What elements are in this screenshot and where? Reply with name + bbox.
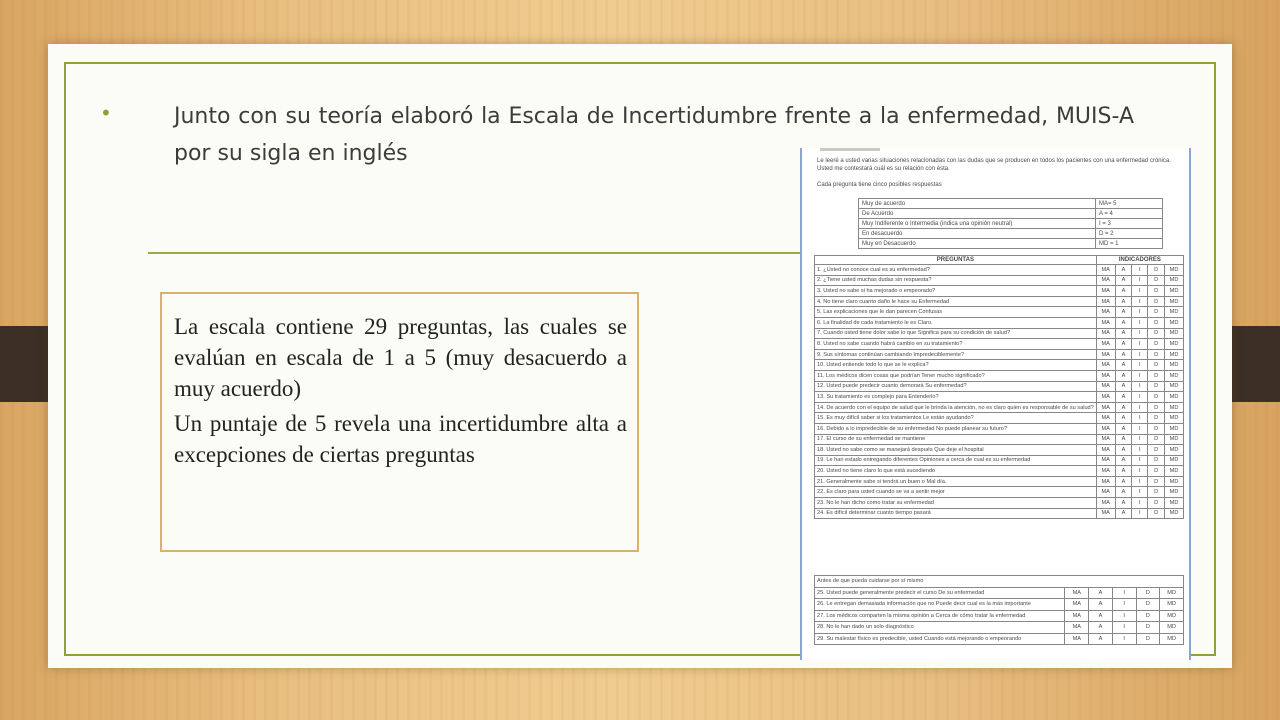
question-text: 2. ¿Tiene usted muchas dudas sin respuesta? xyxy=(815,275,1097,286)
indicator-cell: A xyxy=(1115,466,1132,477)
indicator-cell: A xyxy=(1089,587,1113,599)
heading-divider xyxy=(148,252,803,254)
indicator-cell: A xyxy=(1115,455,1132,466)
response-legend-table xyxy=(858,198,1163,249)
indicator-cell: D xyxy=(1148,392,1165,403)
indicator-cell: D xyxy=(1148,434,1165,445)
indicator-cell: I xyxy=(1132,275,1148,286)
indicator-cell: A xyxy=(1115,434,1132,445)
indicator-cell: A xyxy=(1115,423,1132,434)
indicator-cell: MA xyxy=(1096,476,1115,487)
indicator-cell: A xyxy=(1115,307,1132,318)
indicator-cell: A xyxy=(1115,296,1132,307)
muis-scale-form-image xyxy=(800,148,1191,660)
indicator-cell: I xyxy=(1132,392,1148,403)
indicator-cell: MA xyxy=(1065,610,1089,622)
indicator-cell: MD xyxy=(1165,286,1184,297)
indicator-cell: D xyxy=(1148,370,1165,381)
indicator-cell: A xyxy=(1115,265,1132,276)
indicator-cell: MD xyxy=(1165,445,1184,456)
legend-row xyxy=(859,239,1163,249)
indicator-cell: MA xyxy=(1065,633,1089,645)
indicator-cell: D xyxy=(1148,286,1165,297)
indicator-cell: MA xyxy=(1096,455,1115,466)
indicator-cell: I xyxy=(1132,402,1148,413)
indicator-cell: MA xyxy=(1065,599,1089,611)
question-text: 29. Su malestar físico es predecible, usted Cuando está mejorando o empeorando xyxy=(815,633,1065,645)
indicator-cell: A xyxy=(1115,381,1132,392)
indicator-cell: A xyxy=(1115,360,1132,371)
indicator-cell: MD xyxy=(1165,413,1184,424)
indicator-cell: A xyxy=(1115,413,1132,424)
form-top-mark xyxy=(820,148,880,151)
indicator-cell: A xyxy=(1115,392,1132,403)
indicator-cell: MA xyxy=(1096,296,1115,307)
indicator-cell: MA xyxy=(1096,423,1115,434)
question-text: 16. Debido a lo impredecible de su enfermedad No puede planear su futuro? xyxy=(815,423,1097,434)
question-text: 12. Usted puede predecir cuanto demorará Su enfermedad? xyxy=(815,381,1097,392)
indicator-cell: I xyxy=(1132,466,1148,477)
indicator-cell: D xyxy=(1148,275,1165,286)
indicator-cell: D xyxy=(1148,476,1165,487)
indicator-cell: I xyxy=(1132,296,1148,307)
indicator-cell: MA xyxy=(1096,317,1115,328)
table-row xyxy=(815,296,1184,307)
indicator-cell: A xyxy=(1115,275,1132,286)
table-row xyxy=(815,413,1184,424)
indicator-cell: I xyxy=(1132,339,1148,350)
table-row xyxy=(815,487,1184,498)
description-textbox xyxy=(160,292,639,552)
indicator-cell: MA xyxy=(1096,434,1115,445)
question-text: 27. Los médicos comparten la misma opinión a Cerca de cómo tratar la enfermedad xyxy=(815,610,1065,622)
table-row xyxy=(815,392,1184,403)
indicator-cell: MD xyxy=(1165,339,1184,350)
indicator-cell: A xyxy=(1115,402,1132,413)
indicator-cell: I xyxy=(1132,317,1148,328)
question-text: 20. Usted no tiene claro lo que está sucediendo xyxy=(815,466,1097,477)
indicator-cell: MD xyxy=(1165,317,1184,328)
legend-row xyxy=(859,199,1163,209)
legend-row xyxy=(859,219,1163,229)
indicator-cell: A xyxy=(1089,622,1113,634)
table-row xyxy=(815,498,1184,509)
indicator-cell: I xyxy=(1112,599,1136,611)
indicators-header: INDICADORES xyxy=(1096,256,1183,265)
section-2-title: Antes de que pueda cuidarse por sí mismo xyxy=(815,576,1184,588)
indicator-cell: MD xyxy=(1160,622,1184,634)
indicator-cell: MD xyxy=(1165,360,1184,371)
table-row xyxy=(815,445,1184,456)
indicator-cell: I xyxy=(1132,360,1148,371)
question-text: 3. Usted no sabe si ha mejorado o empeorado? xyxy=(815,286,1097,297)
question-text: 1. ¿Usted no conoce cual es su enfermedad? xyxy=(815,265,1097,276)
legend-value: MD = 1 xyxy=(1096,239,1163,249)
indicator-cell: D xyxy=(1148,487,1165,498)
question-text: 14. De acuerdo con el equipo de salud que le brinda la atención, no es claro quien es responsable de su salud? xyxy=(815,402,1097,413)
indicator-cell: I xyxy=(1112,610,1136,622)
indicator-cell: D xyxy=(1148,349,1165,360)
legend-value: D = 2 xyxy=(1096,229,1163,239)
indicator-cell: MD xyxy=(1165,307,1184,318)
table-row xyxy=(815,317,1184,328)
indicator-cell: MA xyxy=(1096,445,1115,456)
indicator-cell: I xyxy=(1132,286,1148,297)
indicator-cell: A xyxy=(1115,339,1132,350)
indicator-cell: A xyxy=(1089,633,1113,645)
indicator-cell: D xyxy=(1148,328,1165,339)
indicator-cell: I xyxy=(1132,508,1148,519)
table-row xyxy=(815,466,1184,477)
indicator-cell: I xyxy=(1132,413,1148,424)
indicator-cell: D xyxy=(1148,423,1165,434)
indicator-cell: MD xyxy=(1165,466,1184,477)
indicator-cell: I xyxy=(1132,487,1148,498)
question-text: 11. Los médicos dicen cosas que podrían Tener mucho significado? xyxy=(815,370,1097,381)
table-row xyxy=(815,381,1184,392)
indicator-cell: I xyxy=(1132,307,1148,318)
table-row xyxy=(815,349,1184,360)
indicator-cell: D xyxy=(1148,498,1165,509)
indicator-cell: MA xyxy=(1065,622,1089,634)
question-text: 22. Es claro para usted cuando se va a sentir mejor xyxy=(815,487,1097,498)
questions-table-2 xyxy=(814,575,1184,645)
table-row xyxy=(815,275,1184,286)
description-paragraph-1: La escala contiene 29 preguntas, las cuales se evalúan en escala de 1 a 5 (muy desacuerdo a muy acuerdo) xyxy=(174,314,627,401)
table-row xyxy=(815,286,1184,297)
table-row xyxy=(815,622,1184,634)
questions-table xyxy=(814,255,1184,519)
indicator-cell: A xyxy=(1115,370,1132,381)
indicator-cell: MA xyxy=(1096,392,1115,403)
indicator-cell: D xyxy=(1148,445,1165,456)
indicator-cell: MA xyxy=(1096,349,1115,360)
table-row xyxy=(815,455,1184,466)
indicator-cell: I xyxy=(1112,622,1136,634)
indicator-cell: MA xyxy=(1096,402,1115,413)
indicator-cell: I xyxy=(1112,587,1136,599)
legend-value: A = 4 xyxy=(1096,209,1163,219)
indicator-cell: A xyxy=(1089,599,1113,611)
indicator-cell: MA xyxy=(1096,487,1115,498)
indicator-cell: D xyxy=(1136,622,1160,634)
indicator-cell: A xyxy=(1115,286,1132,297)
question-text: 21. Generalmente sabe si tendrá un buen o Mal día. xyxy=(815,476,1097,487)
indicator-cell: MD xyxy=(1165,498,1184,509)
form-intro-text: Le leeré a usted varias situaciones relacionadas con las dudas que se producen en todos los pacientes con una enfermedad crónica. Usted me contestará cuál es su relación con ésta. xyxy=(817,158,1171,172)
question-text: 15. Es muy difícil saber si los tratamientos Le están ayudando? xyxy=(815,413,1097,424)
question-text: 25. Usted puede generalmente predecir el curso De su enfermedad xyxy=(815,587,1065,599)
indicator-cell: I xyxy=(1132,328,1148,339)
legend-value: MA= 5 xyxy=(1096,199,1163,209)
indicator-cell: D xyxy=(1148,466,1165,477)
indicator-cell: MA xyxy=(1065,587,1089,599)
indicator-cell: A xyxy=(1115,487,1132,498)
indicator-cell: A xyxy=(1115,498,1132,509)
indicator-cell: MD xyxy=(1165,392,1184,403)
indicator-cell: MA xyxy=(1096,307,1115,318)
table-row xyxy=(815,370,1184,381)
question-text: 4. No tiene claro cuanto daño le hace su Enfermedad xyxy=(815,296,1097,307)
indicator-cell: MA xyxy=(1096,265,1115,276)
table-row xyxy=(815,307,1184,318)
question-text: 8. Usted no sabe cuando habrá cambio en su tratamiento? xyxy=(815,339,1097,350)
indicator-cell: A xyxy=(1115,328,1132,339)
indicator-cell: I xyxy=(1132,381,1148,392)
indicator-cell: D xyxy=(1148,296,1165,307)
indicator-cell: A xyxy=(1115,508,1132,519)
indicator-cell: MA xyxy=(1096,360,1115,371)
indicator-cell: A xyxy=(1115,317,1132,328)
indicator-cell: MD xyxy=(1165,381,1184,392)
table-row xyxy=(815,265,1184,276)
indicator-cell: I xyxy=(1112,633,1136,645)
indicator-cell: I xyxy=(1132,455,1148,466)
indicator-cell: A xyxy=(1115,476,1132,487)
question-text: 26. Le entregan demasiada información que no Puede decir cual es la más importante xyxy=(815,599,1065,611)
indicator-cell: D xyxy=(1136,610,1160,622)
table-row xyxy=(815,423,1184,434)
indicator-cell: D xyxy=(1136,587,1160,599)
indicator-cell: MA xyxy=(1096,466,1115,477)
indicator-cell: MA xyxy=(1096,275,1115,286)
indicator-cell: A xyxy=(1115,349,1132,360)
question-text: 9. Sus síntomas continúan cambiando Impredeciblemente? xyxy=(815,349,1097,360)
indicator-cell: MA xyxy=(1096,328,1115,339)
indicator-cell: D xyxy=(1148,307,1165,318)
indicator-cell: I xyxy=(1132,476,1148,487)
indicator-cell: MD xyxy=(1165,296,1184,307)
question-text: 19. Le han estado entregando diferentes Opiniones a cerca de cual es su enfermedad xyxy=(815,455,1097,466)
indicator-cell: MA xyxy=(1096,498,1115,509)
indicator-cell: MD xyxy=(1160,599,1184,611)
indicator-cell: I xyxy=(1132,370,1148,381)
indicator-cell: D xyxy=(1148,381,1165,392)
legend-label: Muy en Desacuerdo xyxy=(859,239,1096,249)
indicator-cell: D xyxy=(1148,360,1165,371)
legend-label: Muy Indiferente o Intermedia (indica una opinión neutral) xyxy=(859,219,1096,229)
question-text: 5. Las explicaciones que le dan parecen Confusas xyxy=(815,307,1097,318)
indicator-cell: MD xyxy=(1160,587,1184,599)
indicator-cell: I xyxy=(1132,434,1148,445)
indicator-cell: D xyxy=(1148,317,1165,328)
indicator-cell: MD xyxy=(1165,508,1184,519)
question-text: 24. Es difícil determinar cuanto tiempo pasará xyxy=(815,508,1097,519)
question-text: 7. Cuando usted tiene dolor sabe lo que Significa para su condición de salud? xyxy=(815,328,1097,339)
indicator-cell: D xyxy=(1148,339,1165,350)
indicator-cell: D xyxy=(1148,455,1165,466)
legend-label: De Acuerdo xyxy=(859,209,1096,219)
question-text: 13. Su tratamiento es complejo para Entenderlo? xyxy=(815,392,1097,403)
slide-heading: Junto con su teoría elaboró la Escala de Incertidumbre frente a la enfermedad, MUIS-A por su sigla en inglés xyxy=(174,104,1134,166)
table-row xyxy=(815,434,1184,445)
indicator-cell: MA xyxy=(1096,508,1115,519)
question-text: 28. No le han dado un solo diagnóstico xyxy=(815,622,1065,634)
indicator-cell: MD xyxy=(1165,370,1184,381)
table-row xyxy=(815,339,1184,350)
indicator-cell: I xyxy=(1132,265,1148,276)
indicator-cell: A xyxy=(1089,610,1113,622)
indicator-cell: MA xyxy=(1096,286,1115,297)
question-text: 17. El curso de su enfermedad se mantiene xyxy=(815,434,1097,445)
indicator-cell: MD xyxy=(1165,434,1184,445)
indicator-cell: MD xyxy=(1165,476,1184,487)
indicator-cell: MD xyxy=(1165,328,1184,339)
legend-value: I = 3 xyxy=(1096,219,1163,229)
table-row xyxy=(815,328,1184,339)
table-row xyxy=(815,599,1184,611)
question-text: 10. Usted entiende todo lo que se le explica? xyxy=(815,360,1097,371)
indicator-cell: I xyxy=(1132,423,1148,434)
table-row xyxy=(815,508,1184,519)
indicator-cell: MD xyxy=(1165,402,1184,413)
legend-row xyxy=(859,209,1163,219)
indicator-cell: MA xyxy=(1096,381,1115,392)
indicator-cell: I xyxy=(1132,498,1148,509)
indicator-cell: I xyxy=(1132,445,1148,456)
table-row xyxy=(815,587,1184,599)
indicator-cell: MD xyxy=(1165,487,1184,498)
indicator-cell: I xyxy=(1132,349,1148,360)
indicator-cell: D xyxy=(1136,633,1160,645)
table-row xyxy=(815,610,1184,622)
indicator-cell: MA xyxy=(1096,339,1115,350)
indicator-cell: A xyxy=(1115,445,1132,456)
indicator-cell: MD xyxy=(1160,610,1184,622)
indicator-cell: MA xyxy=(1096,370,1115,381)
indicator-cell: D xyxy=(1148,402,1165,413)
bullet-icon: • xyxy=(100,101,112,125)
indicator-cell: D xyxy=(1148,265,1165,276)
indicator-cell: MD xyxy=(1165,265,1184,276)
indicator-cell: MA xyxy=(1096,413,1115,424)
indicator-cell: D xyxy=(1148,413,1165,424)
question-text: 18. Usted no sabe como se manejará después Que deje el hospital xyxy=(815,445,1097,456)
indicator-cell: D xyxy=(1136,599,1160,611)
indicator-cell: D xyxy=(1148,508,1165,519)
question-text: 23. No le han dicho como tratar su enfermedad xyxy=(815,498,1097,509)
question-text: 6. La finalidad de cada tratamiento le es Claro. xyxy=(815,317,1097,328)
indicator-cell: MD xyxy=(1165,275,1184,286)
indicator-cell: MD xyxy=(1165,455,1184,466)
legend-row xyxy=(859,229,1163,239)
questions-header: PREGUNTAS xyxy=(815,256,1097,265)
description-paragraph-2: Un puntaje de 5 revela una incertidumbre alta a excepciones de ciertas preguntas xyxy=(174,411,627,467)
indicator-cell: MD xyxy=(1160,633,1184,645)
form-subtitle: Cada pregunta tiene cinco posibles respuestas xyxy=(817,182,942,188)
table-row xyxy=(815,360,1184,371)
legend-label: Muy de acuerdo xyxy=(859,199,1096,209)
table-row xyxy=(815,476,1184,487)
table-row xyxy=(815,633,1184,645)
table-row xyxy=(815,402,1184,413)
indicator-cell: MD xyxy=(1165,349,1184,360)
indicator-cell: MD xyxy=(1165,423,1184,434)
legend-label: En desacuerdo xyxy=(859,229,1096,239)
